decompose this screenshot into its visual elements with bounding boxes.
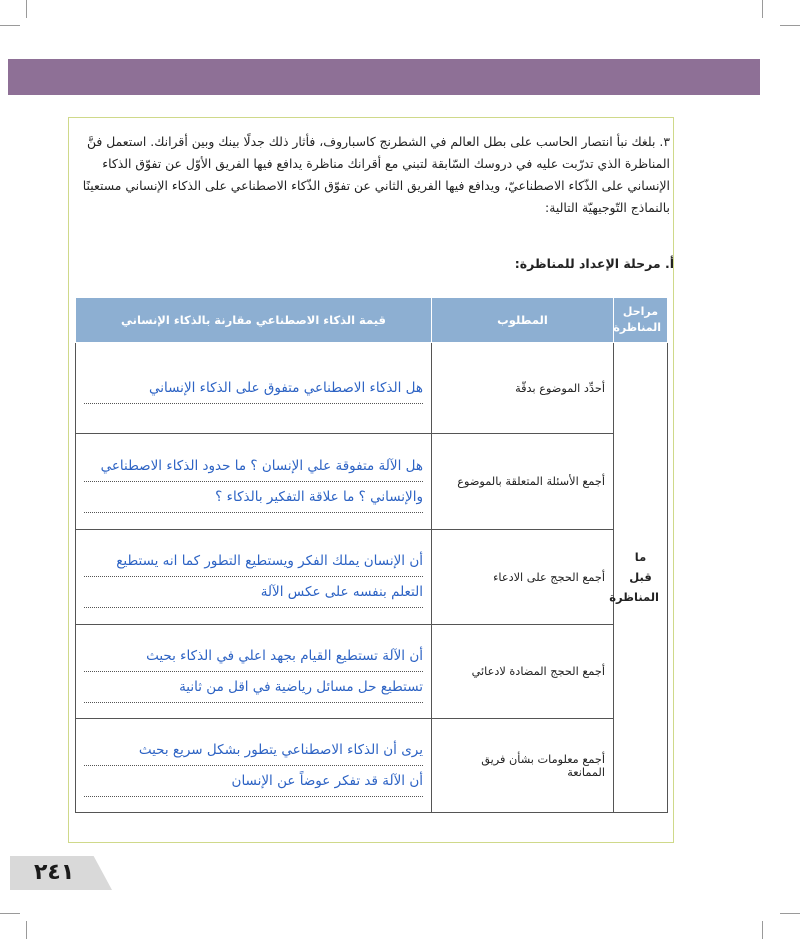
table-header-row	[76, 298, 668, 343]
stage-cell: ما قبل المناظرة	[614, 530, 668, 625]
section-heading: أ. مرحلة الإعداد للمناظرة:	[514, 256, 674, 271]
stage-cell-empty	[614, 625, 668, 719]
answer-text[interactable]	[84, 641, 423, 703]
answer-cell	[76, 530, 432, 625]
requirement-cell: أحدِّد الموضوع بدقّة	[432, 343, 614, 434]
answer-text[interactable]	[84, 373, 423, 404]
requirement-cell: أجمع الأسئلة المتعلقة بالموضوع	[432, 434, 614, 530]
header-stage: مراحل المناظرة	[614, 298, 668, 343]
requirement-cell: أجمع الحجج المضادة لادعائي	[432, 625, 614, 719]
table-row	[76, 719, 668, 813]
crop-mark	[780, 913, 800, 914]
answer-line[interactable]: هل الذكاء الاصطناعي متفوق على الذكاء الإنساني	[84, 373, 423, 404]
answer-text[interactable]	[84, 451, 423, 513]
table-row	[76, 530, 668, 625]
answer-line[interactable]: أن الآلة تستطيع القيام بجهد اعلي في الذكاء بحيث	[84, 641, 423, 672]
crop-mark	[762, 921, 763, 939]
intro-paragraph: ٣. بلغك نبأ انتصار الحاسب على بطل العالم في الشطرنج كاسباروف، فأثار ذلك جدلًا بينك وبين أقرانك. استعمل فنَّ المناظرة الذي تدرّبت عليه في دروسك السّابقة لتبني مع أقرانك مناظرة يدافع فيها الفريق الأوّل عن تفوّق الذكاء الإنساني على الذّكاء الاصطناعيّ، ويدافع فيها الفريق الثاني عن تفوّق الذّكاء الاصطناعي على الذكاء الإنساني مستعينًا بالنماذج التّوجيهيّة التالية:	[82, 134, 670, 215]
header-band	[8, 59, 760, 95]
answer-cell	[76, 343, 432, 434]
answer-cell	[76, 719, 432, 813]
crop-mark	[0, 25, 20, 26]
answer-text[interactable]	[84, 546, 423, 608]
stage-cell-empty	[614, 343, 668, 434]
table-row	[76, 434, 668, 530]
answer-text[interactable]	[84, 735, 423, 797]
answer-line[interactable]: هل الآلة متفوقة علي الإنسان ؟ ما حدود الذكاء الاصطناعي	[84, 451, 423, 482]
header-requirement: المطلوب	[432, 298, 614, 343]
crop-mark	[762, 0, 763, 18]
crop-mark	[780, 25, 800, 26]
table-row	[76, 625, 668, 719]
answer-line[interactable]: والإنساني ؟ ما علاقة التفكير بالذكاء ؟	[84, 482, 423, 513]
debate-preparation-table	[75, 297, 668, 813]
header-value: قيمة الذكاء الاصطناعي مقارنة بالذكاء الإنساني	[76, 298, 432, 343]
stage-cell-empty	[614, 719, 668, 813]
answer-cell	[76, 434, 432, 530]
answer-line[interactable]: أن الإنسان يملك الفكر ويستطيع التطور كما انه يستطيع	[84, 546, 423, 577]
crop-mark	[26, 0, 27, 18]
page-number: ٢٤١	[34, 860, 75, 885]
answer-line[interactable]: تستطيع حل مسائل رياضية في اقل من ثانية	[84, 672, 423, 703]
requirement-cell: أجمع الحجج على الادعاء	[432, 530, 614, 625]
answer-line[interactable]: أن الآلة قد تفكر عوضاً عن الإنسان	[84, 766, 423, 797]
answer-line[interactable]: يرى أن الذكاء الاصطناعي يتطور بشكل سريع بحيث	[84, 735, 423, 766]
table-row	[76, 343, 668, 434]
answer-cell	[76, 625, 432, 719]
stage-cell-empty	[614, 434, 668, 530]
crop-mark	[26, 921, 27, 939]
crop-mark	[0, 913, 20, 914]
answer-line[interactable]: التعلم بنفسه على عكس الآلة	[84, 577, 423, 608]
requirement-cell: أجمع معلومات بشأن فريق الممانعة	[432, 719, 614, 813]
